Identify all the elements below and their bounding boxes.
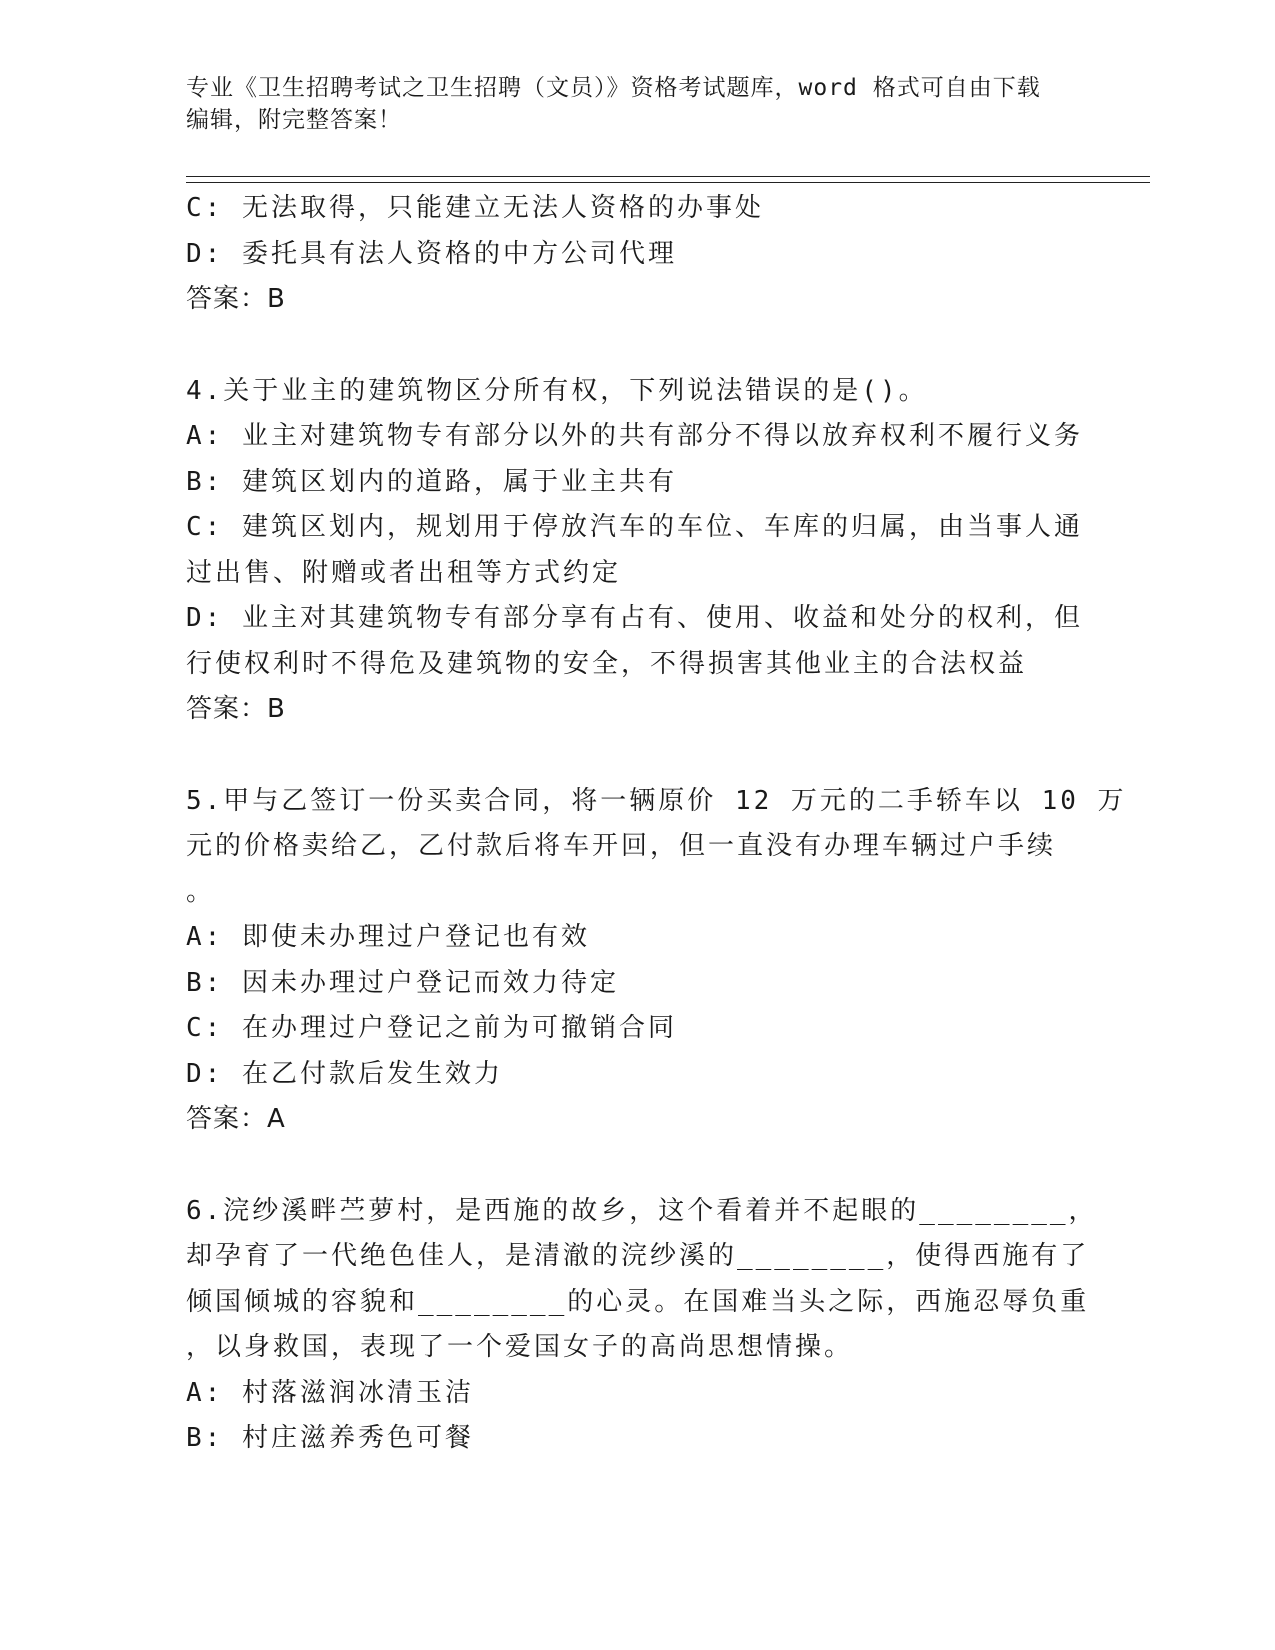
- q3-answer: 答案：B: [186, 284, 286, 314]
- q5-stem-line-1: 5.甲与乙签订一份买卖合同，将一辆原价 12 万元的二手轿车以 10 万: [186, 785, 1127, 816]
- spacer: [186, 323, 1066, 369]
- q4-option-d-line-2: 行使权利时不得危及建筑物的安全，不得损害其他业主的合法权益: [186, 648, 1028, 679]
- q4-answer: 答案：B: [186, 694, 286, 724]
- q5-answer: 答案：A: [186, 1104, 286, 1134]
- spacer: [186, 733, 1066, 779]
- question-5: [186, 779, 1127, 1143]
- question-6: [186, 1189, 1098, 1462]
- q4-option-b: B: 建筑区划内的道路，属于业主共有: [186, 466, 677, 497]
- q6-stem-line-4: ，以身救国，表现了一个爱国女子的高尚思想情操。: [186, 1332, 854, 1362]
- q6-stem-line-1: 6.浣纱溪畔苎萝村，是西施的故乡，这个看着并不起眼的________，: [186, 1195, 1098, 1226]
- q6-stem-line-2: 却孕育了一代绝色佳人，是清澈的浣纱溪的________，使得西施有了: [186, 1241, 1090, 1271]
- spacer: [186, 1143, 1066, 1189]
- page-header: [186, 72, 1066, 136]
- q4-option-c-line-1: C: 建筑区划内，规划用于停放汽车的车位、车库的归属，由当事人通: [186, 512, 1083, 542]
- q5-stem-line-3: 。: [186, 876, 216, 907]
- q6-option-b: B: 村庄滋养秀色可餐: [186, 1423, 474, 1453]
- q6-stem-line-3: 倾国倾城的容貌和________的心灵。在国难当头之际，西施忍辱负重: [186, 1286, 1090, 1317]
- q4-option-c-line-2: 过出售、附赠或者出租等方式约定: [186, 557, 622, 588]
- q6-option-a: A: 村落滋润冰清玉洁: [186, 1377, 474, 1408]
- q3-option-d: D: 委托具有法人资格的中方公司代理: [186, 238, 677, 269]
- header-divider-bottom: [186, 182, 1150, 183]
- q5-option-a: A: 即使未办理过户登记也有效: [186, 922, 590, 952]
- question-3: [186, 186, 1066, 323]
- q5-option-b: B: 因未办理过户登记而效力待定: [186, 967, 619, 998]
- q5-option-d: D: 在乙付款后发生效力: [186, 1058, 503, 1089]
- q4-option-d-line-1: D: 业主对其建筑物专有部分享有占有、使用、收益和处分的权利，但: [186, 603, 1083, 633]
- question-content: [186, 186, 1127, 1462]
- question-4: [186, 369, 1083, 733]
- header-divider-top: [186, 176, 1150, 177]
- q4-stem: 4.关于业主的建筑物区分所有权，下列说法错误的是()。: [186, 375, 928, 406]
- q3-option-c: C: 无法取得，只能建立无法人资格的办事处: [186, 193, 764, 223]
- q4-option-a: A: 业主对建筑物专有部分以外的共有部分不得以放弃权利不履行义务: [186, 421, 1083, 451]
- q5-stem-line-2: 元的价格卖给乙，乙付款后将车开回，但一直没有办理车辆过户手续: [186, 831, 1057, 861]
- header-title-line-1: 专业《卫生招聘考试之卫生招聘（文员）》资格考试题库，word 格式可自由下载: [186, 75, 1041, 101]
- header-title-line-2: 编辑，附完整答案！: [186, 107, 402, 133]
- q5-option-c: C: 在办理过户登记之前为可撤销合同: [186, 1013, 677, 1043]
